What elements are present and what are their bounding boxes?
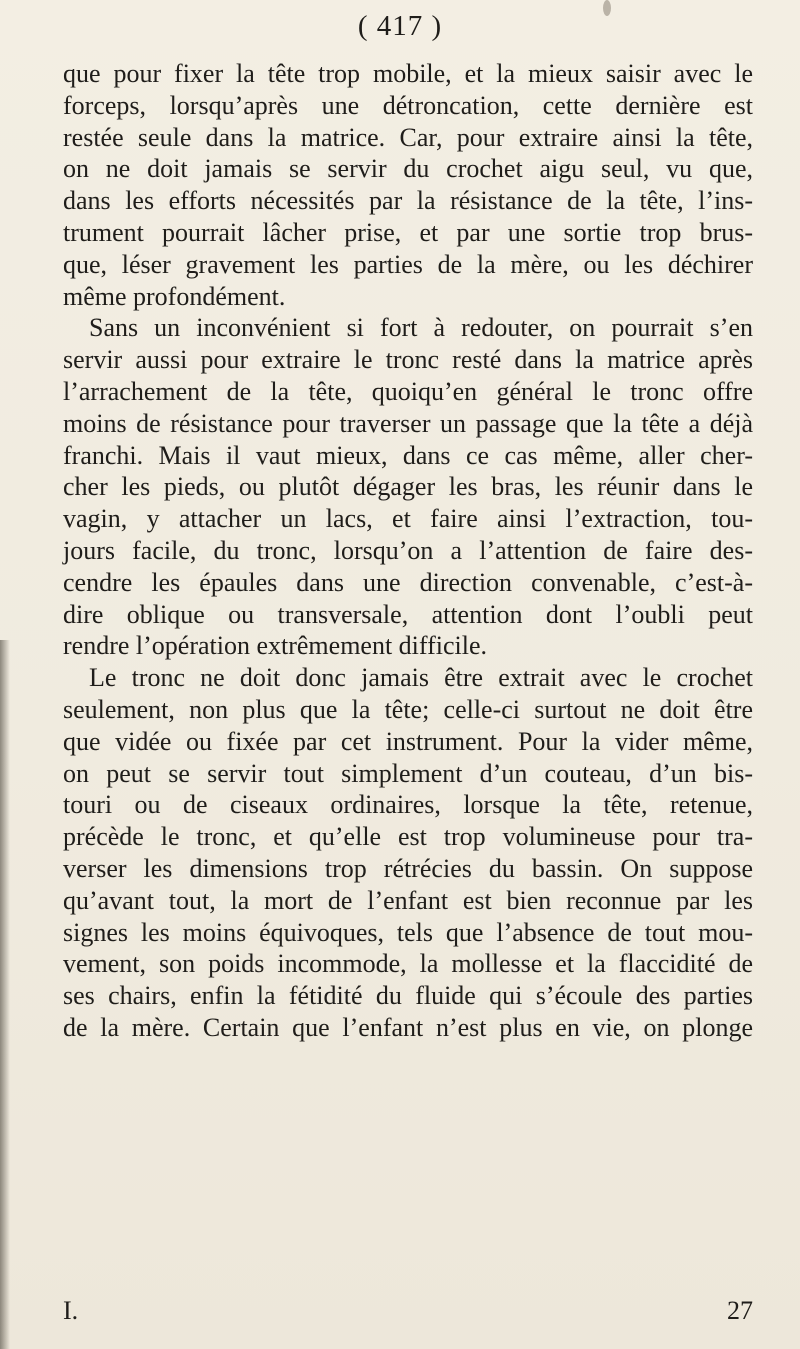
text-line: que, léser gravement les parties de la mère, ou les déchirer — [63, 249, 753, 279]
binding-shadow — [0, 640, 10, 1349]
signature-mark: I. — [63, 1296, 79, 1325]
text-line: rendre l’opération extrêmement difficile. — [63, 631, 487, 661]
text-line: dire oblique ou transversale, attention dont l’oubli peut — [63, 599, 753, 629]
paragraph-start-line: Sans un inconvénient si fort à redouter, on pourrait s’en — [89, 313, 753, 343]
text-line: vagin, y attacher un lacs, et faire ainsi l’extraction, tou- — [63, 504, 753, 534]
paragraph-start-line: Le tronc ne doit donc jamais être extrait avec le crochet — [89, 663, 753, 693]
text-line: ses chairs, enfin la fétidité du fluide qui s’écoule des parties — [63, 981, 753, 1011]
body-text — [63, 58, 753, 1044]
text-line: servir aussi pour extraire le tronc resté dans la matrice après — [63, 345, 753, 375]
text-line: cendre les épaules dans une direction convenable, c’est-à- — [63, 567, 753, 597]
text-line: on peut se servir tout simplement d’un couteau, d’un bis- — [63, 758, 753, 788]
text-line: verser les dimensions trop rétrécies du bassin. On suppose — [63, 853, 753, 883]
text-line: on ne doit jamais se servir du crochet aigu seul, vu que, — [63, 154, 753, 184]
text-line: l’arrachement de la tête, quoiqu’en général le tronc offre — [63, 376, 753, 406]
text-line: franchi. Mais il vaut mieux, dans ce cas même, aller cher- — [63, 440, 753, 470]
text-line: qu’avant tout, la mort de l’enfant est bien reconnue par les — [63, 885, 753, 915]
text-line: forceps, lorsqu’après une détroncation, cette dernière est — [63, 90, 753, 120]
text-line: de la mère. Certain que l’enfant n’est plus en vie, on plonge — [63, 1012, 753, 1042]
text-line: moins de résistance pour traverser un passage que la tête a déjà — [63, 408, 753, 438]
text-line: touri ou de ciseaux ordinaires, lorsque la tête, retenue, — [63, 790, 753, 820]
text-line: cher les pieds, ou plutôt dégager les bras, les réunir dans le — [63, 472, 753, 502]
text-line: que pour fixer la tête trop mobile, et la mieux saisir avec le — [63, 59, 753, 88]
gathering-number: 27 — [727, 1296, 753, 1325]
page-number: ( 417 ) — [357, 10, 443, 42]
text-line: dans les efforts nécessités par la résistance de la tête, l’ins- — [63, 186, 753, 216]
text-line: même profondément. — [63, 281, 286, 311]
text-line: trument pourrait lâcher prise, et par une sortie trop brus- — [63, 217, 753, 247]
text-line: précède le tronc, et qu’elle est trop volumineuse pour tra- — [63, 822, 753, 852]
page-footer — [63, 1296, 753, 1326]
text-line: seulement, non plus que la tête; celle-ci surtout ne doit être — [63, 694, 753, 724]
text-line: que vidée ou fixée par cet instrument. Pour la vider même, — [63, 726, 753, 756]
text-line: restée seule dans la matrice. Car, pour extraire ainsi la tête, — [63, 122, 753, 152]
text-line: jours facile, du tronc, lorsqu’on a l’attention de faire des- — [63, 535, 753, 565]
text-line: signes les moins équivoques, tels que l’absence de tout mou- — [63, 917, 753, 947]
text-line: vement, son poids incommode, la mollesse et la flaccidité de — [63, 949, 753, 979]
